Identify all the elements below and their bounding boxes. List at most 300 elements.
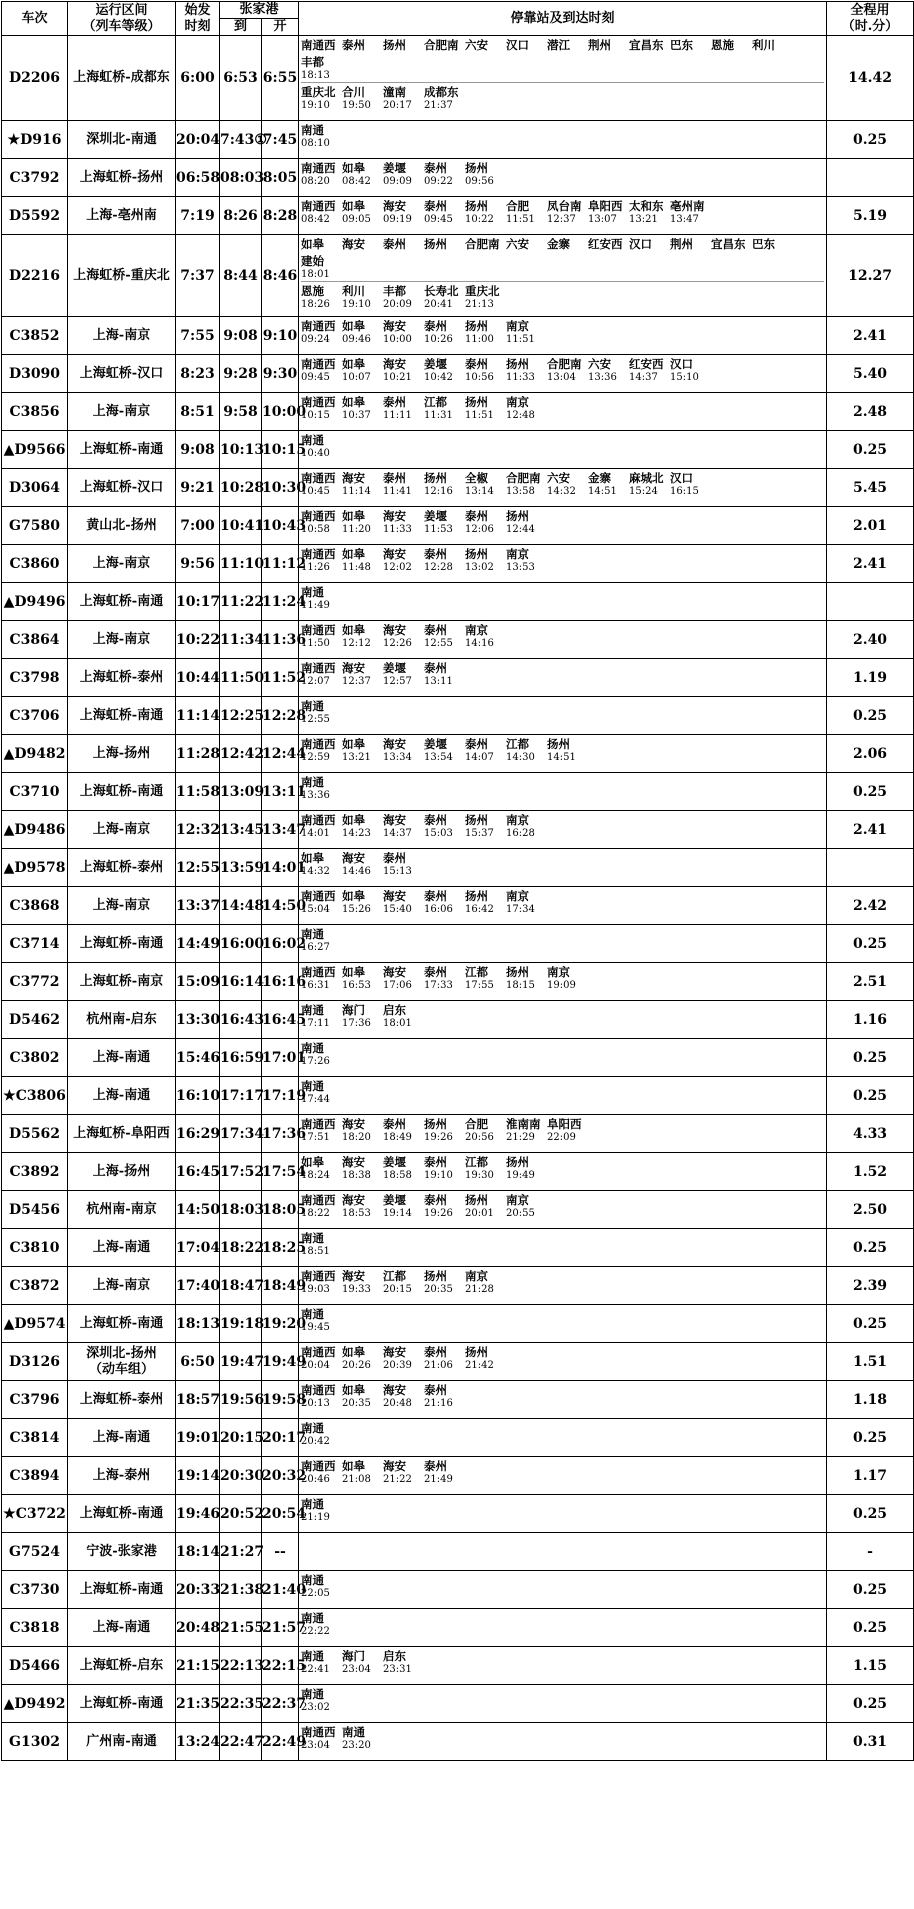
stop-time: 15:03 [424, 828, 453, 839]
stop-name: 泰州 [424, 623, 448, 637]
stop-time: 09:19 [383, 214, 412, 225]
stop-name: 泰州 [465, 509, 489, 523]
leave-time: 16:02 [262, 925, 299, 963]
stop-time: 15:26 [342, 904, 371, 915]
arrival-time: 20:52 [220, 1495, 262, 1533]
stop-name: 扬州 [506, 357, 530, 371]
leave-time: 13:47 [262, 811, 299, 849]
route: 上海-南通 [68, 1039, 176, 1077]
route: 上海虹桥-泰州 [68, 849, 176, 887]
stops-cell [299, 583, 827, 621]
stops-cell [299, 1267, 827, 1305]
stop-time: 20:48 [383, 1398, 412, 1409]
departure-time: 18:57 [176, 1381, 220, 1419]
stop-time: 22:41 [301, 1664, 330, 1675]
stop-times [301, 269, 824, 281]
departure-time: 15:09 [176, 963, 220, 1001]
stop-times [301, 1588, 824, 1600]
stop-name: 合肥南 [465, 237, 500, 251]
stop-names [301, 1647, 824, 1664]
leave-time: 8:46 [262, 235, 299, 317]
stop-times [301, 942, 824, 954]
header-leave: 开 [262, 19, 299, 36]
stop-name: 巴东 [752, 237, 776, 251]
stops-cell [299, 1723, 827, 1761]
stops-cell [299, 735, 827, 773]
stop-name: 如皋 [301, 851, 325, 865]
stop-time: 23:04 [342, 1664, 371, 1675]
stop-names [301, 735, 824, 752]
stop-name: 红安西 [588, 237, 623, 251]
train-number: C3810 [2, 1229, 68, 1267]
stop-time: 21:16 [424, 1398, 453, 1409]
departure-time: 16:10 [176, 1077, 220, 1115]
total-time: 1.19 [827, 659, 914, 697]
stop-name: 合肥南 [424, 38, 459, 52]
total-time: 0.25 [827, 121, 914, 159]
stops-cell [299, 1077, 827, 1115]
stop-times [301, 1132, 824, 1144]
route: 上海虹桥-泰州 [68, 659, 176, 697]
stop-name: 汉口 [670, 357, 694, 371]
stop-time: 13:11 [424, 676, 453, 687]
table-row [2, 1229, 914, 1267]
departure-time: 12:32 [176, 811, 220, 849]
stop-time: 14:07 [465, 752, 494, 763]
stop-name: 丰都 [383, 284, 407, 298]
route: 杭州南-南京 [68, 1191, 176, 1229]
route: 上海-南京 [68, 811, 176, 849]
stop-time: 20:01 [465, 1208, 494, 1219]
stop-name: 恩施 [711, 38, 735, 52]
stop-name: 如皋 [342, 547, 366, 561]
stop-times [301, 1246, 824, 1258]
stops-cell [299, 659, 827, 697]
leave-time: 19:58 [262, 1381, 299, 1419]
stop-name: 南通西 [301, 1345, 336, 1359]
table-row [2, 1077, 914, 1115]
stops-cell [299, 1457, 827, 1495]
stop-time: 10:56 [465, 372, 494, 383]
stop-name: 泰州 [424, 547, 448, 561]
stop-name: 南通 [301, 1421, 325, 1435]
stop-time: 15:10 [670, 372, 699, 383]
stop-time: 12:55 [424, 638, 453, 649]
total-time: 2.01 [827, 507, 914, 545]
stop-name: 南通 [301, 123, 325, 137]
stop-name: 海安 [383, 547, 407, 561]
stop-name: 海安 [383, 1459, 407, 1473]
leave-time: 16:16 [262, 963, 299, 1001]
arrival-time: 7:43① [220, 121, 262, 159]
stop-names [301, 252, 824, 269]
stops-cell [299, 355, 827, 393]
route: 上海虹桥-扬州 [68, 159, 176, 197]
total-time: 4.33 [827, 1115, 914, 1153]
stop-name: 南通西 [301, 38, 336, 52]
stops-cell [299, 887, 827, 925]
stop-names [301, 121, 824, 138]
stops-cell [299, 1039, 827, 1077]
stop-name: 泰州 [383, 1117, 407, 1131]
stop-times [301, 410, 824, 422]
leave-time: 14:50 [262, 887, 299, 925]
stop-name: 南通西 [301, 1193, 336, 1207]
table-row [2, 1381, 914, 1419]
stop-name: 海安 [342, 1155, 366, 1169]
stop-name: 金寨 [547, 237, 571, 251]
arrival-time: 13:45 [220, 811, 262, 849]
stop-time: 08:42 [301, 214, 330, 225]
departure-time: 14:50 [176, 1191, 220, 1229]
stops-cell [299, 1229, 827, 1267]
stop-name: 泰州 [383, 851, 407, 865]
stop-names [301, 925, 824, 942]
stop-time: 18:58 [383, 1170, 412, 1181]
departure-time: 13:30 [176, 1001, 220, 1039]
header-station: 张家港 [220, 2, 299, 19]
stop-name: 如皋 [342, 965, 366, 979]
header-stops: 停靠站及到达时刻 [299, 2, 827, 36]
stop-time: 12:37 [342, 676, 371, 687]
stop-name: 南通西 [301, 623, 336, 637]
stop-name: 南通 [301, 699, 325, 713]
total-time: 0.25 [827, 1305, 914, 1343]
stop-names [301, 1305, 824, 1322]
stop-time: 14:16 [465, 638, 494, 649]
stop-time: 12:37 [547, 214, 576, 225]
stop-time: 13:21 [342, 752, 371, 763]
stop-name: 南京 [506, 1193, 530, 1207]
departure-time: 13:37 [176, 887, 220, 925]
stop-name: 南通西 [301, 509, 336, 523]
stop-name: 泰州 [424, 889, 448, 903]
stop-name: 麻城北 [629, 471, 664, 485]
train-number: ▲D9566 [2, 431, 68, 469]
stop-name: 南通西 [301, 1269, 336, 1283]
stop-name: 扬州 [506, 509, 530, 523]
stop-name: 扬州 [465, 813, 489, 827]
stops-cell [299, 925, 827, 963]
arrival-time: 22:13 [220, 1647, 262, 1685]
stop-name: 荆州 [588, 38, 612, 52]
train-number: D5562 [2, 1115, 68, 1153]
train-number: ★D916 [2, 121, 68, 159]
stop-time: 19:26 [424, 1208, 453, 1219]
arrival-time: 13:59 [220, 849, 262, 887]
stop-name: 太和东 [629, 199, 664, 213]
departure-time: 21:15 [176, 1647, 220, 1685]
stop-name: 南通西 [301, 965, 336, 979]
stop-name: 南通 [301, 1649, 325, 1663]
leave-time: 22:15 [262, 1647, 299, 1685]
stop-name: 启东 [383, 1003, 407, 1017]
stop-time: 10:07 [342, 372, 371, 383]
stop-time: 14:23 [342, 828, 371, 839]
route: 上海-南通 [68, 1609, 176, 1647]
stop-time: 09:22 [424, 176, 453, 187]
stop-names [301, 36, 824, 53]
total-time: 2.51 [827, 963, 914, 1001]
total-time: 1.16 [827, 1001, 914, 1039]
stop-name: 南通西 [301, 1459, 336, 1473]
stop-time: 09:05 [342, 214, 371, 225]
stop-name: 如皋 [342, 319, 366, 333]
stop-name: 合肥 [465, 1117, 489, 1131]
stop-name: 海安 [342, 1269, 366, 1283]
stop-time: 18:01 [383, 1018, 412, 1029]
arrival-time: 14:48 [220, 887, 262, 925]
stop-times [301, 904, 824, 916]
stop-name: 泰州 [424, 319, 448, 333]
table-row [2, 1609, 914, 1647]
stop-time: 10:58 [301, 524, 330, 535]
stop-time: 15:13 [383, 866, 412, 877]
arrival-time: 11:22 [220, 583, 262, 621]
leave-time: 20:54 [262, 1495, 299, 1533]
stop-name: 利川 [752, 38, 776, 52]
stop-time: 22:09 [547, 1132, 576, 1143]
departure-time: 7:00 [176, 507, 220, 545]
stop-name: 扬州 [506, 1155, 530, 1169]
train-number: D3126 [2, 1343, 68, 1381]
stop-names [301, 697, 824, 714]
stop-time: 10:15 [301, 410, 330, 421]
stops-cell [299, 1571, 827, 1609]
header-total: 全程用 （时.分） [827, 2, 914, 36]
stop-time: 16:15 [670, 486, 699, 497]
stop-name: 海安 [383, 357, 407, 371]
leave-time: 21:40 [262, 1571, 299, 1609]
departure-time: 10:17 [176, 583, 220, 621]
stop-time: 15:37 [465, 828, 494, 839]
arrival-time: 18:22 [220, 1229, 262, 1267]
route: 宁波-张家港 [68, 1533, 176, 1571]
departure-time: 19:14 [176, 1457, 220, 1495]
stop-names [301, 1457, 824, 1474]
departure-time: 17:04 [176, 1229, 220, 1267]
stop-name: 姜堰 [383, 1155, 407, 1169]
arrival-time: 17:17 [220, 1077, 262, 1115]
route: 上海虹桥-汉口 [68, 355, 176, 393]
stops-cell [299, 1153, 827, 1191]
stop-time: 14:37 [383, 828, 412, 839]
total-time: 14.42 [827, 36, 914, 121]
leave-time: 21:57 [262, 1609, 299, 1647]
table-row [2, 36, 914, 121]
departure-time: 19:46 [176, 1495, 220, 1533]
stop-time: 12:02 [383, 562, 412, 573]
leave-time: 11:24 [262, 583, 299, 621]
stop-name: 南通 [301, 927, 325, 941]
train-number: ★C3722 [2, 1495, 68, 1533]
arrival-time: 9:08 [220, 317, 262, 355]
stop-times [301, 524, 824, 536]
stop-name: 海安 [383, 509, 407, 523]
table-row [2, 1571, 914, 1609]
table-row [2, 469, 914, 507]
leave-time: -- [262, 1533, 299, 1571]
stops-cell [299, 1343, 827, 1381]
stop-name: 南通西 [301, 395, 336, 409]
stop-name: 海安 [383, 965, 407, 979]
stop-times [301, 1056, 824, 1068]
leave-time: 19:20 [262, 1305, 299, 1343]
stop-name: 全椒 [465, 471, 489, 485]
leave-time: 7:45 [262, 121, 299, 159]
leave-time: 20:17 [262, 1419, 299, 1457]
stop-times [301, 562, 824, 574]
stop-name: 扬州 [383, 38, 407, 52]
stop-name: 海安 [383, 813, 407, 827]
train-number: ▲D9486 [2, 811, 68, 849]
route: 上海虹桥-阜阳西 [68, 1115, 176, 1153]
total-time: 0.25 [827, 1685, 914, 1723]
stop-time: 23:04 [301, 1740, 330, 1751]
leave-time: 18:49 [262, 1267, 299, 1305]
arrival-time: 18:03 [220, 1191, 262, 1229]
route: 上海-扬州 [68, 735, 176, 773]
total-time: 2.41 [827, 811, 914, 849]
stop-time: 20:09 [383, 299, 412, 310]
route: 上海虹桥-南通 [68, 925, 176, 963]
leave-time: 20:32 [262, 1457, 299, 1495]
stop-time: 13:04 [547, 372, 576, 383]
stops-cell [299, 1381, 827, 1419]
stop-time: 18:26 [301, 299, 330, 310]
stop-name: 淮南南 [506, 1117, 541, 1131]
stop-name: 潜江 [547, 38, 571, 52]
stop-name: 南通 [342, 1725, 366, 1739]
stop-names [301, 1267, 824, 1284]
stop-time: 17:51 [301, 1132, 330, 1143]
stop-names [301, 393, 824, 410]
leave-time: 13:11 [262, 773, 299, 811]
stop-name: 海安 [383, 623, 407, 637]
route: 上海-南通 [68, 1077, 176, 1115]
stop-name: 如皋 [342, 395, 366, 409]
stop-time: 19:03 [301, 1284, 330, 1295]
stop-name: 汉口 [506, 38, 530, 52]
stop-name: 南通 [301, 1231, 325, 1245]
leave-time: 22:49 [262, 1723, 299, 1761]
stop-time: 11:49 [301, 600, 330, 611]
stop-times [301, 1094, 824, 1106]
stop-name: 泰州 [424, 661, 448, 675]
departure-time: 21:35 [176, 1685, 220, 1723]
total-time [827, 583, 914, 621]
stop-name: 如皋 [342, 1383, 366, 1397]
total-time [827, 849, 914, 887]
stop-name: 如皋 [342, 509, 366, 523]
stops-cell [299, 1191, 827, 1229]
total-time: 2.39 [827, 1267, 914, 1305]
stop-name: 南京 [506, 889, 530, 903]
departure-time: 16:29 [176, 1115, 220, 1153]
stop-name: 南通 [301, 775, 325, 789]
stop-time: 17:34 [506, 904, 535, 915]
train-number: C3864 [2, 621, 68, 659]
stops-cell [299, 121, 827, 159]
arrival-time: 13:09 [220, 773, 262, 811]
departure-time: 10:44 [176, 659, 220, 697]
stop-name: 南通西 [301, 547, 336, 561]
stop-name: 江都 [465, 1155, 489, 1169]
stop-times [301, 1208, 824, 1220]
arrival-time: 11:50 [220, 659, 262, 697]
stop-time: 19:09 [547, 980, 576, 991]
total-time: 12.27 [827, 235, 914, 317]
route: 上海虹桥-南通 [68, 1685, 176, 1723]
stop-name: 姜堰 [383, 1193, 407, 1207]
stop-time: 14:46 [342, 866, 371, 877]
total-time: 0.25 [827, 1495, 914, 1533]
stop-time: 20:13 [301, 1398, 330, 1409]
route: 上海虹桥-南通 [68, 1305, 176, 1343]
train-number: D5592 [2, 197, 68, 235]
stop-times [301, 70, 824, 82]
stop-time: 15:40 [383, 904, 412, 915]
stop-name: 合肥 [506, 199, 530, 213]
stop-time: 11:51 [465, 410, 494, 421]
arrival-time: 17:52 [220, 1153, 262, 1191]
stop-times [301, 1018, 824, 1030]
total-time: 0.25 [827, 925, 914, 963]
route: 上海虹桥-南京 [68, 963, 176, 1001]
total-time: - [827, 1533, 914, 1571]
stop-name: 南京 [465, 1269, 489, 1283]
stop-names [301, 1723, 824, 1740]
stop-time: 12:57 [383, 676, 412, 687]
stop-name: 南通西 [301, 661, 336, 675]
stops-cell [299, 507, 827, 545]
stop-name: 荆州 [670, 237, 694, 251]
total-time: 0.25 [827, 1039, 914, 1077]
total-time: 1.17 [827, 1457, 914, 1495]
leave-time: 11:12 [262, 545, 299, 583]
stop-name: 姜堰 [424, 357, 448, 371]
train-number: G7524 [2, 1533, 68, 1571]
route: 上海-南京 [68, 393, 176, 431]
arrival-time: 20:30 [220, 1457, 262, 1495]
stop-time: 17:11 [301, 1018, 330, 1029]
stop-time: 10:45 [301, 486, 330, 497]
stop-name: 南通 [301, 1497, 325, 1511]
route: 上海-亳州南 [68, 197, 176, 235]
table-row [2, 121, 914, 159]
stop-time: 11:26 [301, 562, 330, 573]
total-time: 5.19 [827, 197, 914, 235]
total-time: 1.51 [827, 1343, 914, 1381]
stop-time: 18:24 [301, 1170, 330, 1181]
leave-time: 12:28 [262, 697, 299, 735]
table-row [2, 1191, 914, 1229]
total-time: 0.25 [827, 431, 914, 469]
stop-names [301, 887, 824, 904]
stops-cell [299, 963, 827, 1001]
train-number: C3818 [2, 1609, 68, 1647]
departure-time: 7:37 [176, 235, 220, 317]
table-row [2, 1001, 914, 1039]
stop-time: 20:39 [383, 1360, 412, 1371]
table-row [2, 235, 914, 317]
total-time: 2.40 [827, 621, 914, 659]
stop-name: 丰都 [301, 55, 325, 69]
stop-name: 泰州 [342, 38, 366, 52]
stop-name: 南通西 [301, 737, 336, 751]
stop-times [301, 1360, 824, 1372]
leave-time: 9:10 [262, 317, 299, 355]
